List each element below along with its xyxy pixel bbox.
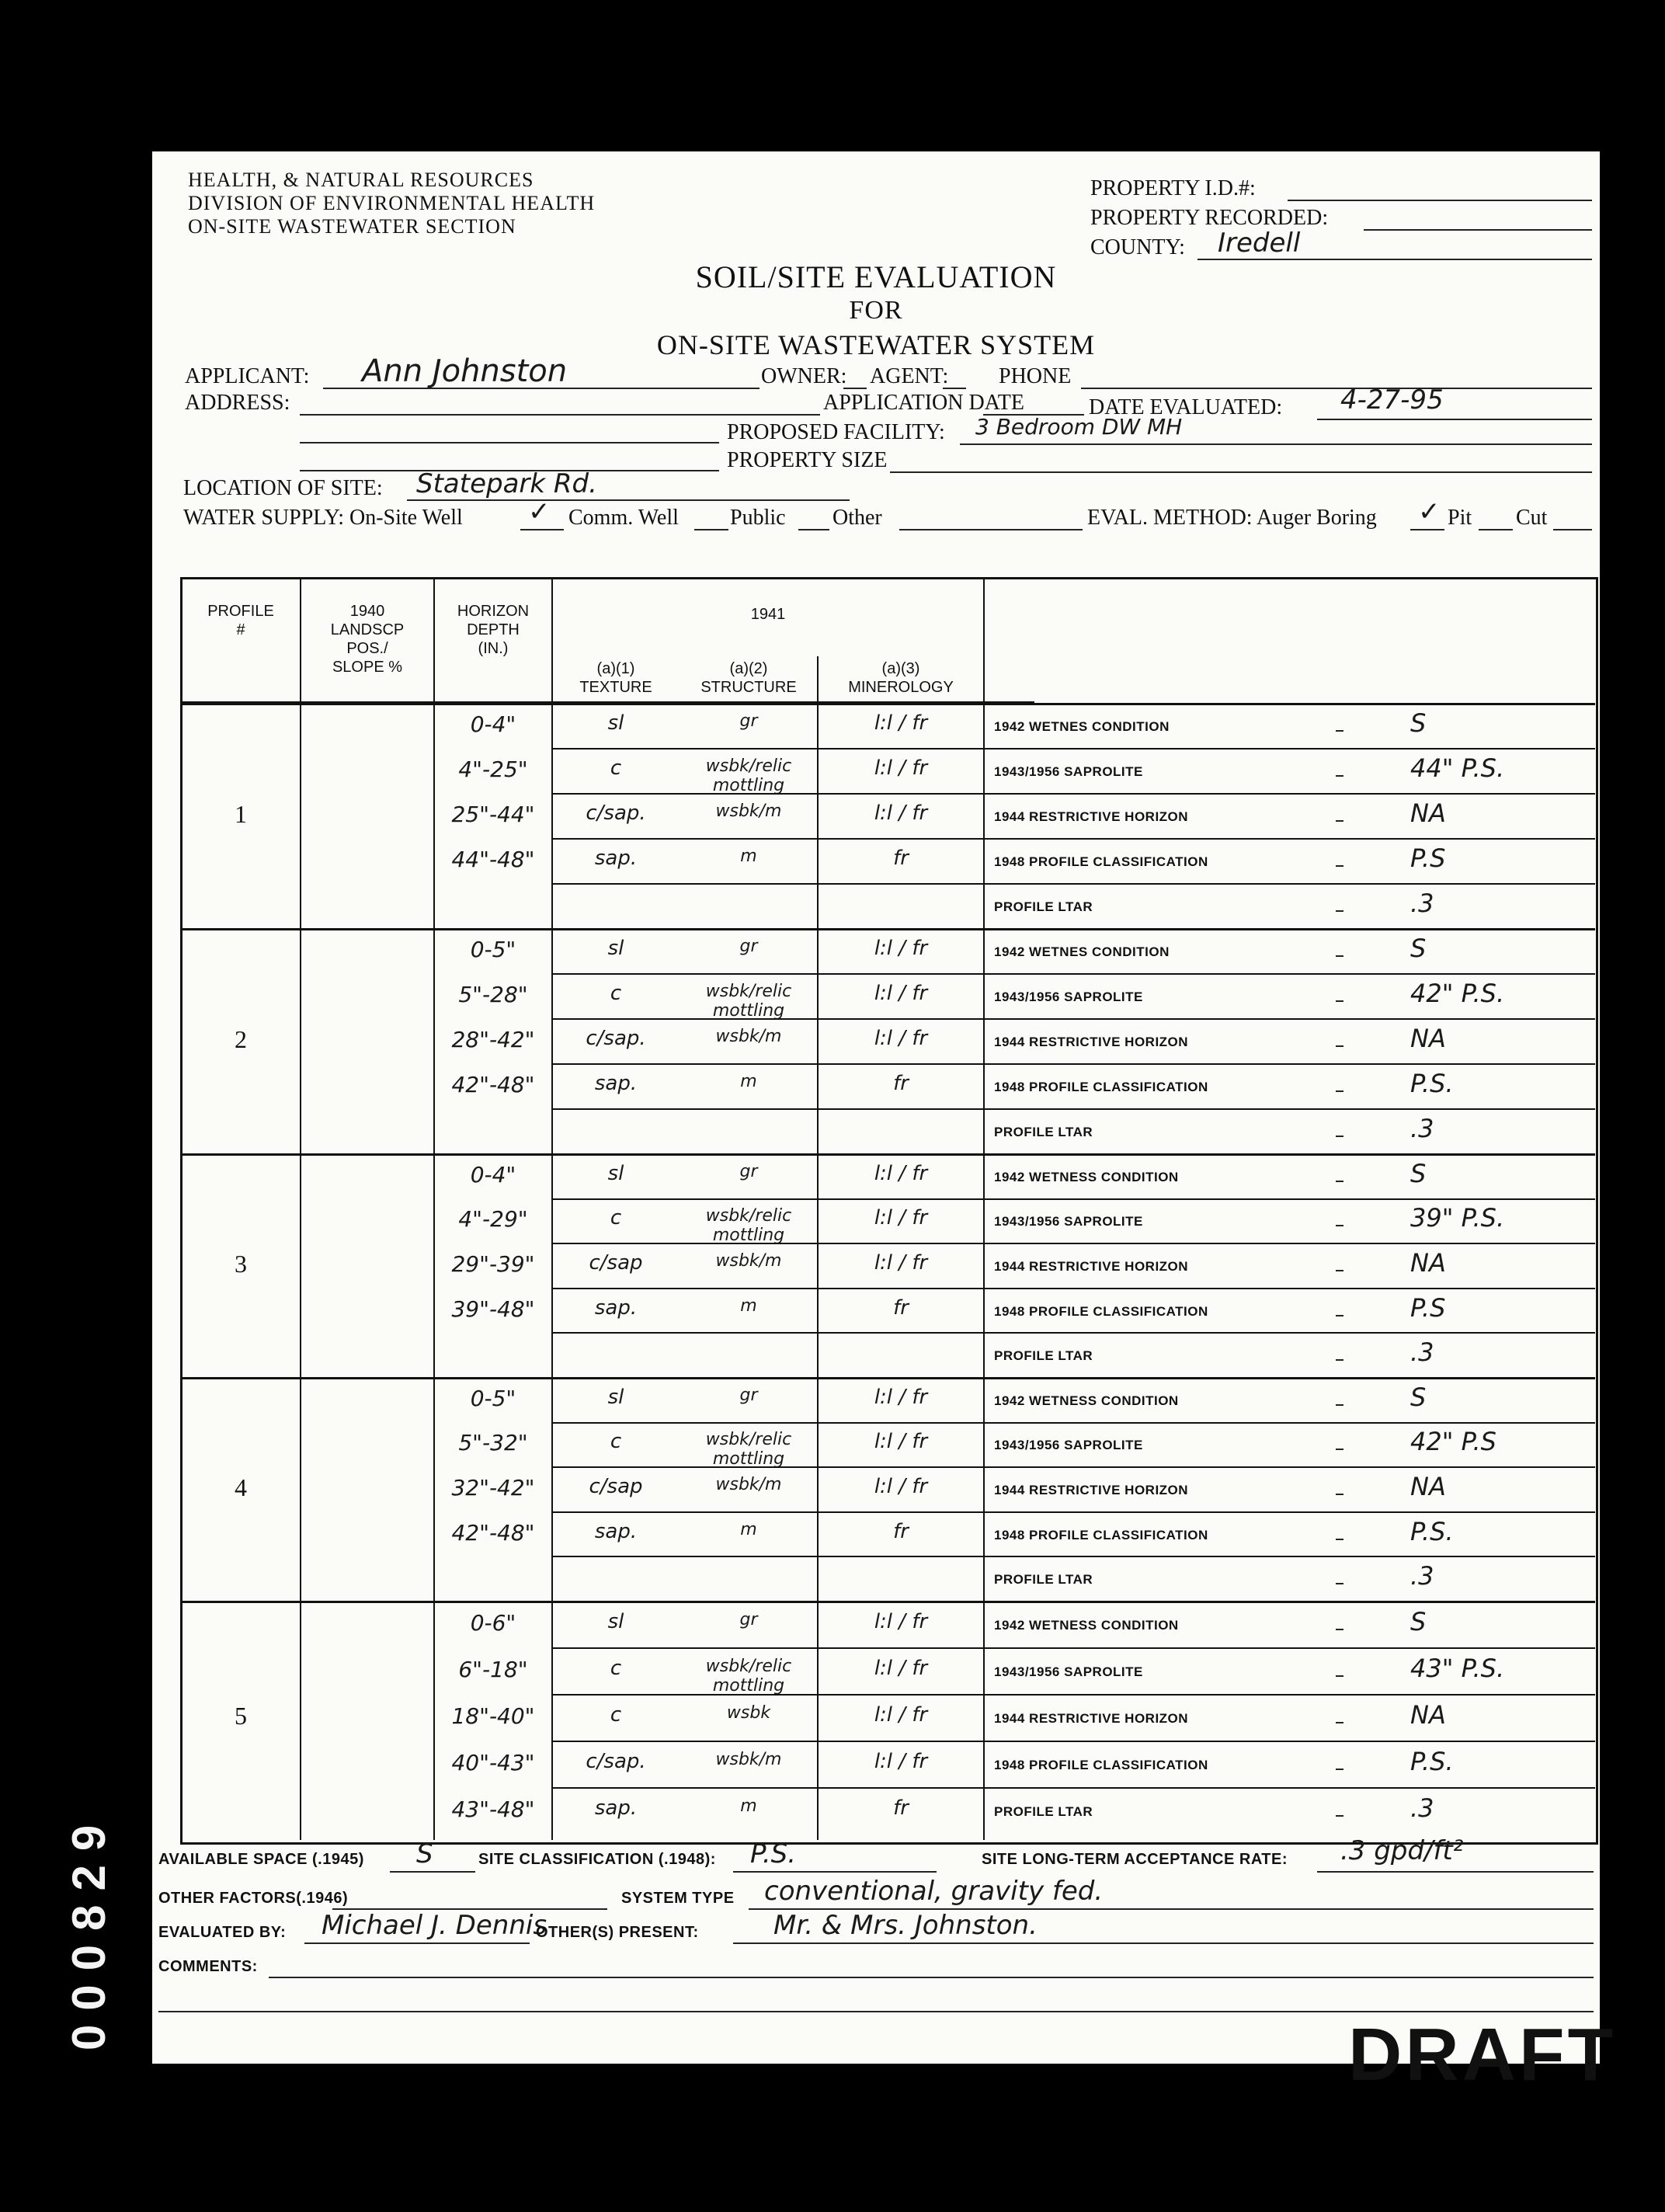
public-label: Public <box>730 506 786 530</box>
profile-field-value: 43" P.S. <box>1410 1654 1505 1683</box>
profile-field-value: S <box>1410 1382 1427 1412</box>
row-divider <box>551 1466 1595 1468</box>
form-title-for: FOR <box>849 296 903 325</box>
owner-label: OWNER: <box>761 364 847 388</box>
profile-texture-cell: sap. <box>594 1796 638 1820</box>
field-dash <box>1336 910 1343 912</box>
profile-mineralogy-cell: l:l / fr <box>874 756 928 780</box>
site-class-label: SITE CLASSIFICATION (.1948): <box>478 1851 716 1868</box>
field-dash <box>1336 1675 1343 1677</box>
profile-mineralogy-cell: l:l / fr <box>874 1657 928 1680</box>
address-line <box>300 414 820 416</box>
field-dash <box>1336 1000 1343 1002</box>
address-label: ADDRESS: <box>185 391 290 415</box>
field-dash <box>1336 730 1343 732</box>
col-divider-mineralogy <box>983 579 985 1840</box>
profile-depth-cell: 6"-18" <box>458 1657 528 1682</box>
profile-field-value: 44" P.S. <box>1410 753 1505 783</box>
other-line <box>899 529 1083 530</box>
field-dash <box>1336 1359 1343 1361</box>
profile-structure-cell: m <box>740 1519 757 1539</box>
profile-depth-cell: 32"-42" <box>451 1475 535 1501</box>
col-divider-profile <box>300 579 301 1840</box>
profile-field-value: .3 <box>1410 889 1434 918</box>
application-date-label: APPLICATION DATE <box>823 391 1024 415</box>
available-space-line <box>390 1871 475 1873</box>
ltar-line <box>1317 1871 1594 1873</box>
profile-texture-cell: sl <box>607 1610 624 1633</box>
profile-depth-cell: 4"-25" <box>458 756 528 782</box>
comments-line-1 <box>269 1977 1594 1978</box>
property-recorded-line <box>1364 229 1592 231</box>
profile-structure-cell: gr <box>739 711 758 731</box>
system-type-value: conventional, gravity fed. <box>764 1876 1104 1907</box>
pit-line <box>1479 529 1513 530</box>
profile-structure-cell: gr <box>739 1610 758 1629</box>
profile-mineralogy-cell: fr <box>893 1072 909 1095</box>
profile-field-value: S <box>1410 934 1427 963</box>
field-dash <box>1336 1722 1343 1723</box>
profile-texture-cell: c/sap. <box>586 802 646 825</box>
system-type-label: SYSTEM TYPE <box>621 1890 735 1907</box>
profile-field-value: S <box>1410 708 1427 738</box>
row-divider <box>551 1288 1595 1289</box>
profile-field-label: 1944 RESTRICTIVE HORIZON <box>994 809 1189 824</box>
profile-field-label: 1944 RESTRICTIVE HORIZON <box>994 1711 1189 1726</box>
profile-texture-cell: c/sap <box>589 1251 643 1275</box>
profile-separator <box>180 1601 1595 1603</box>
comments-label: COMMENTS: <box>158 1958 258 1975</box>
field-dash <box>1336 775 1343 777</box>
field-dash <box>1336 820 1343 822</box>
profile-structure-cell: wsbk/m <box>715 1750 782 1769</box>
profile-field-value: 39" P.S. <box>1410 1203 1505 1233</box>
header-structure: (a)(2) STRUCTURE <box>700 660 797 696</box>
evaluated-by-label: EVALUATED BY: <box>158 1924 287 1941</box>
profile-field-value: P.S. <box>1410 1069 1454 1098</box>
profile-number: 1 <box>235 800 247 828</box>
profile-texture-cell: c <box>610 982 622 1005</box>
profile-mineralogy-cell: l:l / fr <box>874 1161 928 1185</box>
profile-depth-cell: 0-6" <box>470 1610 516 1636</box>
profile-structure-cell: gr <box>739 1385 758 1405</box>
form-subtitle: ON-SITE WASTEWATER SYSTEM <box>656 329 1096 360</box>
water-supply-line <box>520 529 564 530</box>
profile-field-value: NA <box>1410 1024 1446 1053</box>
profile-texture-cell: sap. <box>594 1296 638 1320</box>
public-line <box>798 529 829 530</box>
profile-mineralogy-cell: l:l / fr <box>874 1385 928 1409</box>
profile-number: 5 <box>235 1702 247 1730</box>
row-divider <box>551 1422 1595 1424</box>
row-divider <box>551 1198 1595 1200</box>
field-dash <box>1336 1315 1343 1316</box>
cut-label: Cut <box>1516 506 1548 530</box>
property-recorded-label: PROPERTY RECORDED: <box>1090 206 1329 230</box>
water-supply-check[interactable]: ✓ <box>528 496 551 527</box>
profile-depth-cell: 0-4" <box>470 1161 516 1188</box>
profile-field-value: P.S <box>1410 1292 1446 1323</box>
field-dash <box>1336 1090 1343 1092</box>
profile-texture-cell: sl <box>607 1385 624 1409</box>
profile-depth-cell: 42"-48" <box>451 1072 535 1097</box>
phone-line <box>1081 388 1592 389</box>
others-present-value: Mr. & Mrs. Johnston. <box>773 1910 1038 1941</box>
profile-depth-cell: 40"-43" <box>451 1750 535 1776</box>
profile-field-label: PROFILE LTAR <box>994 1572 1093 1588</box>
profile-texture-cell: sap. <box>594 847 638 870</box>
date-evaluated-label: DATE EVALUATED: <box>1089 395 1283 419</box>
auger-line <box>1410 529 1444 530</box>
profile-structure-cell: m <box>740 847 757 866</box>
address-line-2 <box>300 442 719 443</box>
profile-separator <box>180 703 1595 705</box>
profile-structure-cell: wsbk/m <box>715 802 782 821</box>
property-size-label: PROPERTY SIZE <box>727 448 888 472</box>
profile-field-value: .3 <box>1410 1337 1434 1368</box>
profile-field-label: PROFILE LTAR <box>994 1348 1093 1364</box>
profile-field-label: 1942 WETNESS CONDITION <box>994 1393 1179 1408</box>
profile-field-label: 1942 WETNES CONDITION <box>994 944 1170 959</box>
field-dash <box>1336 1583 1343 1584</box>
profile-texture-cell: c <box>610 1206 622 1230</box>
row-divider <box>551 1511 1595 1513</box>
profile-mineralogy-cell: fr <box>893 1796 909 1820</box>
field-dash <box>1336 1181 1343 1182</box>
owner-line <box>843 388 867 389</box>
profile-field-value: .3 <box>1410 1561 1434 1591</box>
profile-field-label: 1944 RESTRICTIVE HORIZON <box>994 1483 1189 1497</box>
profile-field-label: 1948 PROFILE CLASSIFICATION <box>994 1758 1208 1772</box>
row-divider <box>551 1018 1595 1020</box>
profile-depth-cell: 0-4" <box>470 711 516 737</box>
profile-field-value: P.S. <box>1410 1747 1454 1776</box>
profile-field-value: NA <box>1410 798 1446 828</box>
profile-texture-cell: sl <box>607 937 624 960</box>
field-dash <box>1336 955 1343 957</box>
water-supply-label: WATER SUPPLY: On-Site Well <box>183 506 463 530</box>
profile-field-value: P.S <box>1410 843 1446 873</box>
profile-mineralogy-cell: fr <box>893 1296 909 1320</box>
ltar-label: SITE LONG-TERM ACCEPTANCE RATE: <box>982 1851 1288 1868</box>
comm-well-label: Comm. Well <box>568 506 679 530</box>
cut-line <box>1553 529 1592 530</box>
row-divider <box>551 1694 1595 1696</box>
profile-depth-cell: 5"-32" <box>458 1430 528 1456</box>
others-present-line <box>733 1942 1594 1944</box>
site-class-value: P.S. <box>750 1838 797 1869</box>
proposed-facility-line <box>960 443 1592 445</box>
profile-structure-cell: wsbk/m <box>715 1475 782 1494</box>
header-1941: 1941 <box>750 606 786 623</box>
field-dash <box>1336 1404 1343 1406</box>
row-divider <box>551 1243 1595 1244</box>
evaluated-by-signature: Michael J. Dennis <box>322 1910 547 1941</box>
field-dash <box>1336 1449 1343 1450</box>
profile-texture-cell: c/sap. <box>586 1027 646 1050</box>
profile-field-label: 1943/1956 SAPROLITE <box>994 1664 1143 1679</box>
profile-texture-cell: c/sap. <box>586 1750 646 1773</box>
profile-field-label: 1948 PROFILE CLASSIFICATION <box>994 1080 1208 1094</box>
profile-structure-cell: gr <box>739 1161 758 1181</box>
profile-depth-cell: 29"-39" <box>451 1251 535 1277</box>
profile-texture-cell: c/sap <box>589 1475 643 1498</box>
field-dash <box>1336 1629 1343 1630</box>
profile-depth-cell: 18"-40" <box>451 1703 535 1729</box>
profile-depth-cell: 43"-48" <box>451 1796 535 1822</box>
profile-structure-cell: m <box>740 1796 757 1816</box>
location-label: LOCATION OF SITE: <box>183 476 383 500</box>
profile-number: 2 <box>235 1025 247 1053</box>
profile-number: 3 <box>235 1250 247 1278</box>
field-dash <box>1336 1815 1343 1817</box>
profile-depth-cell: 44"-48" <box>451 847 535 872</box>
agency-line: ON-SITE WASTEWATER SECTION <box>188 215 516 238</box>
draft-stamp: DRAFT <box>1348 2013 1617 2096</box>
site-class-line <box>733 1871 937 1873</box>
row-divider <box>551 1332 1595 1334</box>
field-dash <box>1336 1769 1343 1770</box>
row-divider <box>551 883 1595 885</box>
profile-field-label: 1943/1956 SAPROLITE <box>994 989 1143 1004</box>
header-texture: (a)(1) TEXTURE <box>579 660 652 696</box>
proposed-facility-value: 3 Bedroom DW MH <box>975 414 1183 440</box>
profile-depth-cell: 42"-48" <box>451 1519 535 1546</box>
profile-depth-cell: 0-5" <box>470 1385 516 1411</box>
side-number-strip <box>62 1709 115 2050</box>
profile-field-label: PROFILE LTAR <box>994 1804 1093 1819</box>
profile-structure-cell: wsbk/relic mottling <box>705 1206 792 1246</box>
property-size-line <box>890 471 1592 473</box>
row-divider <box>551 1108 1595 1110</box>
field-dash <box>1336 865 1343 867</box>
property-id-line <box>1288 200 1592 201</box>
profile-structure-cell: wsbk/relic mottling <box>705 756 792 795</box>
county-value: Iredell <box>1218 228 1301 259</box>
profile-field-value: S <box>1410 1158 1427 1188</box>
row-divider <box>551 1556 1595 1557</box>
profile-structure-cell: wsbk/m <box>715 1027 782 1046</box>
profile-mineralogy-cell: l:l / fr <box>874 1027 928 1050</box>
profile-field-label: 1942 WETNES CONDITION <box>994 719 1170 734</box>
profile-depth-cell: 25"-44" <box>451 802 535 827</box>
header-mineralogy: (a)(3) MINEROLOGY <box>848 660 954 696</box>
profile-structure-cell: m <box>740 1072 757 1091</box>
agent-line <box>943 388 966 389</box>
profile-mineralogy-cell: l:l / fr <box>874 1703 928 1727</box>
evaluated-by-line <box>304 1942 530 1944</box>
profile-field-value: NA <box>1410 1248 1446 1278</box>
header-profile: PROFILE # <box>207 603 274 638</box>
profile-field-value: S <box>1410 1607 1427 1636</box>
profile-mineralogy-cell: l:l / fr <box>874 937 928 960</box>
profile-field-label: 1943/1956 SAPROLITE <box>994 1438 1143 1453</box>
profile-texture-cell: sap. <box>594 1072 638 1095</box>
profile-texture-cell: sl <box>607 1161 624 1185</box>
side-number: 000829 <box>63 1810 115 2050</box>
profile-texture-cell: c <box>610 756 622 780</box>
county-label: COUNTY: <box>1090 235 1185 259</box>
profile-structure-cell: gr <box>739 937 758 956</box>
profile-mineralogy-cell: l:l / fr <box>874 1610 928 1633</box>
profile-field-label: 1948 PROFILE CLASSIFICATION <box>994 1527 1208 1542</box>
profile-structure-cell: wsbk/relic mottling <box>705 1430 792 1469</box>
row-divider <box>551 793 1595 795</box>
comm-well-line <box>694 529 728 530</box>
profile-texture-cell: c <box>610 1430 622 1454</box>
profile-field-value: .3 <box>1410 1793 1434 1823</box>
profile-field-label: 1942 WETNESS CONDITION <box>994 1618 1179 1633</box>
profile-texture-cell: c <box>610 1657 622 1680</box>
profile-field-value: P.S. <box>1410 1516 1454 1546</box>
profile-depth-cell: 28"-42" <box>451 1027 535 1052</box>
profile-field-label: PROFILE LTAR <box>994 899 1093 914</box>
profile-texture-cell: c <box>610 1703 622 1727</box>
header-landscape: 1940 LANDSCP POS./ SLOPE % <box>330 603 405 676</box>
property-id-label: PROPERTY I.D.#: <box>1090 176 1256 200</box>
phone-label: PHONE <box>999 364 1072 388</box>
profile-structure-cell: m <box>740 1296 757 1316</box>
other-label: Other <box>832 506 882 530</box>
profile-mineralogy-cell: l:l / fr <box>874 1206 928 1230</box>
profile-mineralogy-cell: l:l / fr <box>874 711 928 735</box>
profile-structure-cell: wsbk/relic mottling <box>705 1657 792 1696</box>
profile-field-label: 1944 RESTRICTIVE HORIZON <box>994 1035 1189 1049</box>
proposed-facility-label: PROPOSED FACILITY: <box>727 420 945 444</box>
location-value: Statepark Rd. <box>416 468 597 499</box>
pit-label: Pit <box>1448 506 1472 530</box>
profile-separator <box>180 928 1595 930</box>
row-divider <box>551 748 1595 750</box>
profile-mineralogy-cell: l:l / fr <box>874 1475 928 1498</box>
agency-line: DIVISION OF ENVIRONMENTAL HEALTH <box>188 192 596 214</box>
profile-mineralogy-cell: l:l / fr <box>874 1430 928 1454</box>
profile-mineralogy-cell: l:l / fr <box>874 1750 928 1773</box>
profile-field-value: NA <box>1410 1472 1446 1501</box>
profile-field-value: 42" P.S. <box>1410 979 1505 1008</box>
row-divider <box>551 1647 1595 1649</box>
applicant-line <box>323 388 760 389</box>
profile-texture-cell: sap. <box>594 1519 638 1543</box>
profile-depth-cell: 4"-29" <box>458 1206 528 1233</box>
profile-mineralogy-cell: fr <box>893 847 909 870</box>
profile-field-value: .3 <box>1410 1114 1434 1143</box>
date-evaluated-value: 4-27-95 <box>1340 384 1444 416</box>
others-present-label: OTHER(S) PRESENT: <box>536 1924 699 1941</box>
other-factors-label: OTHER FACTORS(.1946) <box>158 1890 349 1907</box>
agency-line: HEALTH, & NATURAL RESOURCES <box>188 169 534 191</box>
profile-depth-cell: 5"-28" <box>458 982 528 1007</box>
form-page <box>152 151 1617 2096</box>
profile-field-label: 1948 PROFILE CLASSIFICATION <box>994 854 1208 869</box>
row-divider <box>551 1063 1595 1065</box>
profile-separator <box>180 1153 1595 1156</box>
profile-structure-cell: wsbk <box>726 1703 771 1723</box>
field-dash <box>1336 1225 1343 1226</box>
profile-number: 4 <box>235 1473 247 1501</box>
profile-mineralogy-cell: l:l / fr <box>874 802 928 825</box>
ltar-value: .3 gpd/ft² <box>1340 1835 1464 1866</box>
eval-method-label: EVAL. METHOD: Auger Boring <box>1087 506 1377 530</box>
field-dash <box>1336 1136 1343 1137</box>
profile-field-value: 42" P.S <box>1410 1427 1496 1457</box>
field-dash <box>1336 1045 1343 1047</box>
profile-field-label: 1943/1956 SAPROLITE <box>994 1214 1143 1229</box>
profile-texture-cell: sl <box>607 711 624 735</box>
profile-field-label: 1944 RESTRICTIVE HORIZON <box>994 1259 1189 1274</box>
field-dash <box>1336 1494 1343 1495</box>
profile-depth-cell: 39"-48" <box>451 1296 535 1322</box>
agent-label: AGENT: <box>870 364 949 388</box>
agency-block <box>188 169 595 238</box>
date-evaluated-line <box>1317 419 1592 420</box>
applicant-label: APPLICANT: <box>185 364 310 388</box>
profile-structure-cell: wsbk/m <box>715 1251 782 1271</box>
form-title: SOIL/SITE EVALUATION <box>695 259 1057 294</box>
profile-field-value: NA <box>1410 1700 1446 1730</box>
field-dash <box>1336 1539 1343 1540</box>
eval-method-check[interactable]: ✓ <box>1418 496 1441 527</box>
profile-mineralogy-cell: fr <box>893 1519 909 1543</box>
row-divider <box>551 1787 1595 1789</box>
profile-field-label: 1943/1956 SAPROLITE <box>994 764 1143 779</box>
profile-mineralogy-cell: l:l / fr <box>874 1251 928 1275</box>
field-dash <box>1336 1270 1343 1271</box>
profile-structure-cell: wsbk/relic mottling <box>705 982 792 1021</box>
header-horizon: HORIZON DEPTH (IN.) <box>457 603 530 657</box>
profile-separator <box>180 1377 1595 1379</box>
available-space-value: S <box>416 1838 433 1869</box>
profile-mineralogy-cell: l:l / fr <box>874 982 928 1005</box>
applicant-value: Ann Johnston <box>362 353 568 389</box>
row-divider <box>551 973 1595 975</box>
profile-depth-cell: 0-5" <box>470 937 516 962</box>
profile-field-label: 1948 PROFILE CLASSIFICATION <box>994 1303 1208 1319</box>
profile-field-label: PROFILE LTAR <box>994 1125 1093 1139</box>
available-space-label: AVAILABLE SPACE (.1945) <box>158 1851 364 1868</box>
profile-field-label: 1942 WETNESS CONDITION <box>994 1169 1179 1184</box>
location-line <box>407 499 850 501</box>
row-divider <box>551 838 1595 840</box>
row-divider <box>551 1741 1595 1742</box>
